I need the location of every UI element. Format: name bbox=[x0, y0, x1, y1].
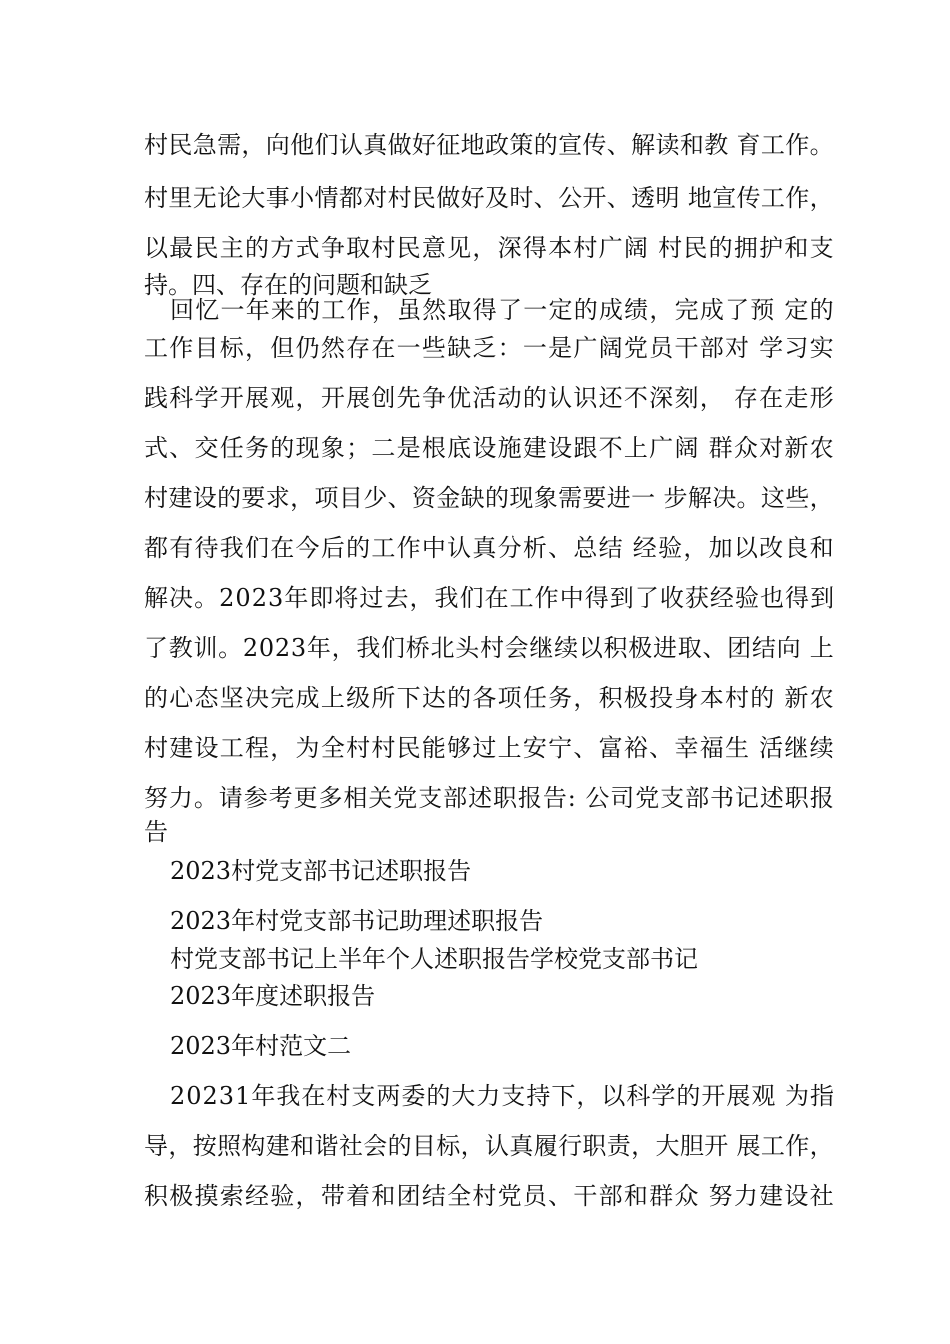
body-line: 了教训。2023年，我们桥北头村会继续以积极进取、团结向 上 bbox=[144, 634, 835, 662]
related-link-title: 2023年村党支部书记助理述职报告 bbox=[170, 907, 544, 935]
body-line: 村建设的要求，项目少、资金缺的现象需要进一 步解决。这些， bbox=[144, 484, 834, 512]
body-line: 积极摸索经验，带着和团结全村党员、干部和群众 努力建设社 bbox=[144, 1182, 835, 1210]
section-heading-line: 持。四、存在的问题和缺乏 bbox=[144, 271, 432, 299]
body-line: 解决。2023年即将过去，我们在工作中得到了收获经验也得到 bbox=[144, 584, 836, 612]
body-line: 导，按照构建和谐社会的目标，认真履行职责，大胆开 展工作， bbox=[144, 1132, 834, 1160]
body-line: 以最民主的方式争取村民意见，深得本村广阔 村民的拥护和支 bbox=[144, 234, 835, 262]
body-line: 村里无论大事小情都对村民做好及时、公开、透明 地宣传工作， bbox=[144, 184, 834, 212]
body-line: 村建设工程，为全村村民能够过上安宁、富裕、幸福生 活继续 bbox=[144, 734, 835, 762]
body-line: 践科学开展观，开展创先争优活动的认识还不深刻， 存在走形 bbox=[144, 384, 835, 412]
body-line: 回忆一年来的工作，虽然取得了一定的成绩，完成了预 定的 bbox=[170, 296, 835, 324]
body-line: 式、交任务的现象；二是根底设施建设跟不上广阔 群众对新农 bbox=[144, 434, 835, 462]
related-link-title: 2023村党支部书记述职报告 bbox=[170, 857, 472, 885]
related-link-title: 2023年度述职报告 bbox=[170, 982, 376, 1010]
body-line: 努力。请参考更多相关党支部述职报告: 公司党支部书记述职报 bbox=[144, 784, 835, 812]
body-line: 都有待我们在今后的工作中认真分析、总结 经验，加以改良和 bbox=[144, 534, 835, 562]
body-line: 工作目标，但仍然存在一些缺乏：一是广阔党员干部对 学习实 bbox=[144, 334, 835, 362]
body-line: 告 bbox=[144, 818, 168, 846]
body-line: 20231年我在村支两委的大力支持下，以科学的开展观 为指 bbox=[170, 1082, 835, 1110]
related-link-title: 村党支部书记上半年个人述职报告学校党支部书记 bbox=[170, 945, 698, 973]
body-line: 村民急需，向他们认真做好征地政策的宣传、解读和教 育工作。 bbox=[144, 131, 834, 159]
subheading-line: 2023年村范文二 bbox=[170, 1032, 352, 1060]
body-line: 的心态坚决完成上级所下达的各项任务，积极投身本村的 新农 bbox=[144, 684, 835, 712]
